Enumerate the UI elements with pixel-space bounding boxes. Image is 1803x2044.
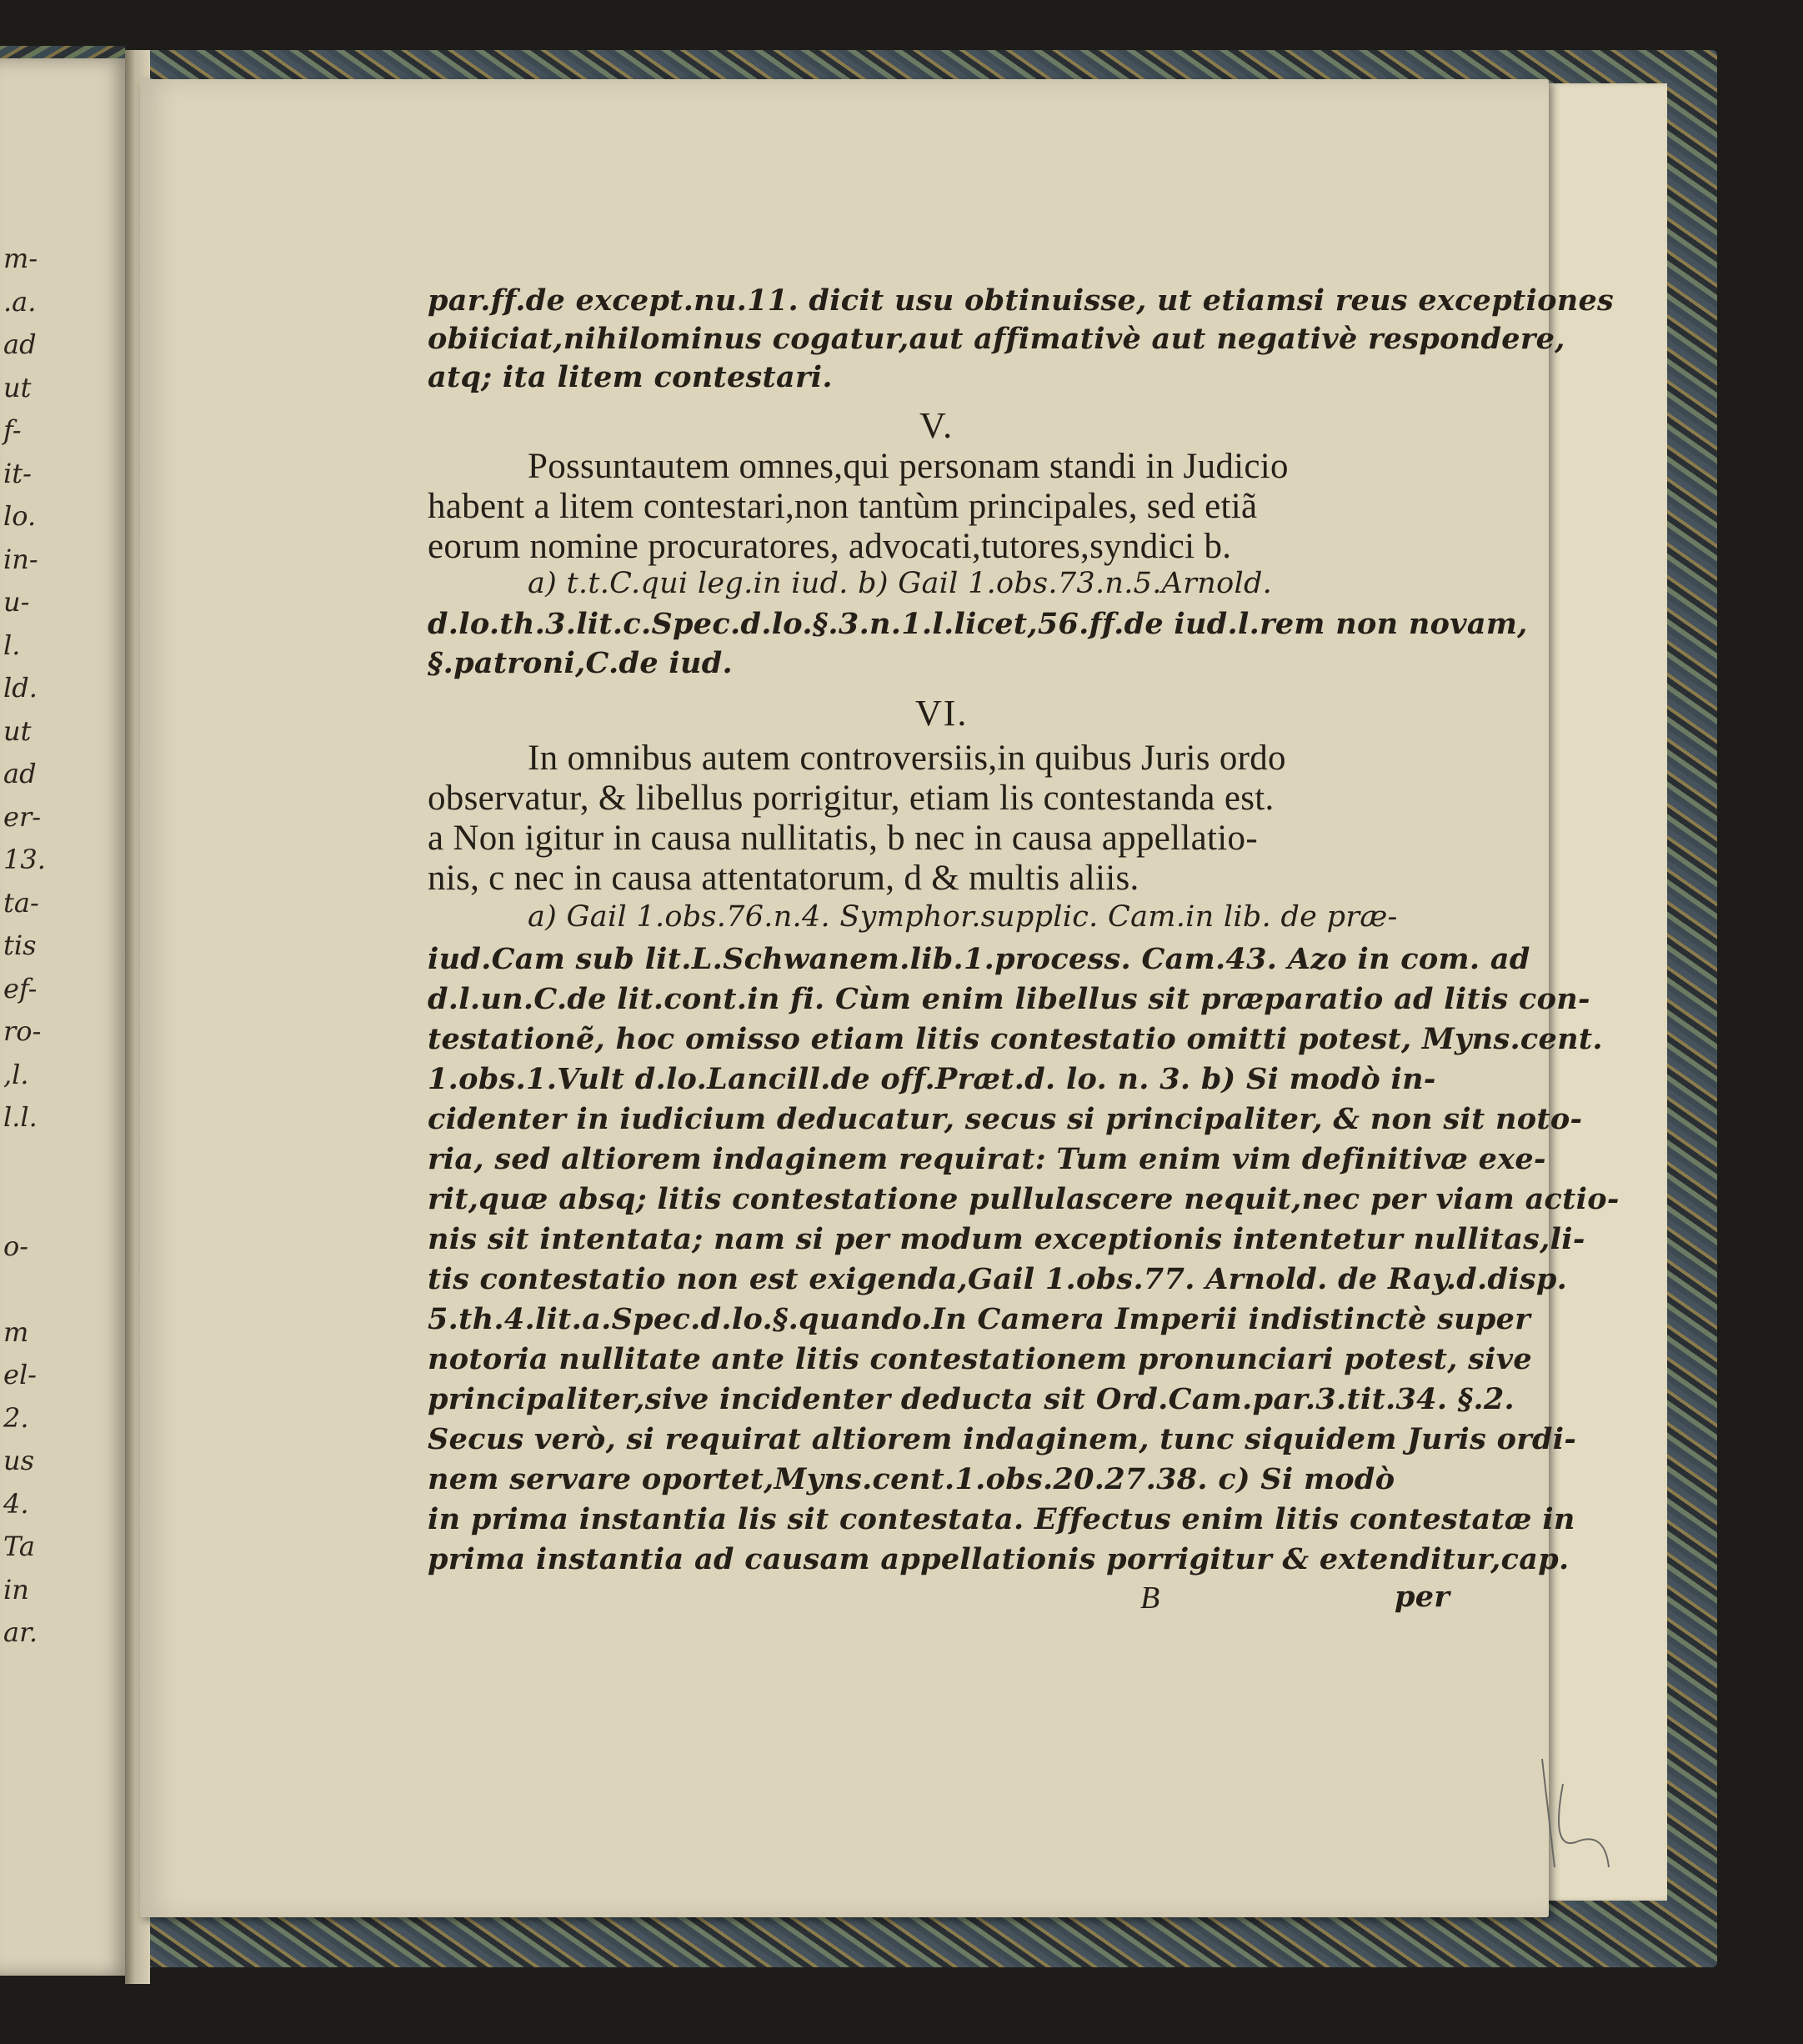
facing-page-fragment: el-	[3, 1359, 37, 1390]
facing-page-fragment	[3, 1268, 78, 1311]
facing-page-fragment: ,l.	[3, 1058, 29, 1090]
text-line: ria, sed altiorem indaginem requirat: Tum enim vim definitivæ exe-	[428, 1142, 1546, 1176]
text-line: observatur, & libellus porrigitur, etiam lis contestanda est.	[428, 779, 1275, 818]
text-line: principaliter,sive incidenter deducta sit Ord.Cam.par.3.tit.34. §.2.	[428, 1382, 1515, 1416]
facing-page-fragment: m-	[3, 243, 38, 274]
text-line: prima instantia ad causam appellationis porrigitur & extenditur,cap.	[428, 1542, 1570, 1576]
facing-page-fragment: er-	[3, 800, 42, 833]
text-line: a) Gail 1.obs.76.n.4. Symphor.supplic. Cam.in lib. de præ-	[528, 900, 1398, 934]
facing-page-fragment: m	[3, 1315, 29, 1348]
text-line: in prima instantia lis sit contestata. Effectus enim litis contestatæ in	[428, 1502, 1575, 1536]
text-line: eorum nomine procuratores, advocati,tutores,syndici b.	[428, 527, 1232, 566]
facing-page-fragment: ad	[3, 328, 37, 360]
text-line: Secus verò, si requirat altiorem indaginem, tunc siquidem Juris ordi-	[428, 1422, 1577, 1456]
text-line: nis sit intentata; nam si per modum exceptionis intentetur nullitas,li-	[428, 1222, 1585, 1256]
facing-page-fragment: us	[3, 1445, 35, 1476]
text-line: notoria nullitate ante litis contestationem pronunciari potest, sive	[428, 1342, 1532, 1376]
text-line: atq; ita litem contestari.	[428, 360, 833, 394]
text-line: obiiciat,nihilominus cogatur,aut affimativè aut negativè respondere,	[428, 322, 1565, 356]
facing-page-fragment: .a.	[3, 285, 37, 318]
book-page	[140, 79, 1620, 1917]
text-line: cidenter in iudicium deducatur, secus si principaliter, & non sit noto-	[428, 1102, 1583, 1136]
facing-page-fragment: ut	[3, 714, 32, 747]
text-line: rit,quæ absq; litis contestatione pullulascere nequit,nec per viam actio-	[428, 1182, 1620, 1216]
text-line: §.patroni,C.de iud.	[428, 646, 733, 680]
section-heading: VI.	[915, 693, 969, 734]
text-line: Possuntautem omnes,qui personam standi in Judicio	[528, 447, 1289, 486]
text-line: 5.th.4.lit.a.Spec.d.lo.§.quando.In Camera Imperii indistinctè super	[428, 1302, 1530, 1336]
facing-page-text	[3, 238, 78, 1655]
text-line: d.lo.th.3.lit.c.Spec.d.lo.§.3.n.1.l.licet,56.ff.de iud.l.rem non novam,	[428, 607, 1528, 641]
text-line: habent a litem contestari,non tantùm principales, sed etiã	[428, 487, 1258, 526]
facing-page-fragment: 2.	[3, 1401, 29, 1434]
facing-page-fragment: ef-	[3, 972, 38, 1004]
facing-page-fragment: l.	[3, 629, 21, 661]
facing-page-fragment: 4.	[3, 1487, 29, 1520]
text-line: a) t.t.C.qui leg.in iud. b) Gail 1.obs.73.n.5.Arnold.	[528, 567, 1273, 600]
pencil-mark	[1525, 1751, 1625, 1876]
text-line: d.l.un.C.de lit.cont.in fi. Cùm enim libellus sit præparatio ad litis con-	[428, 982, 1590, 1016]
text-line: par.ff.de except.nu.11. dicit usu obtinuisse, ut etiamsi reus exceptiones	[428, 283, 1615, 318]
text-line: In omnibus autem controversiis,in quibus Juris ordo	[528, 739, 1286, 778]
facing-page-fragment	[3, 1140, 78, 1183]
facing-page-fragment: ld.	[3, 672, 38, 704]
section-heading: V.	[919, 405, 954, 446]
facing-page-fragment: ad	[3, 758, 37, 789]
facing-page-fragment: ut	[3, 371, 32, 403]
text-line: testationẽ, hoc omisso etiam litis contestatio omitti potest, Myns.cent.	[428, 1022, 1603, 1056]
facing-page-fragment: u-	[3, 586, 30, 618]
text-line: iud.Cam sub lit.L.Schwanem.lib.1.process. Cam.43. Azo in com. ad	[428, 942, 1530, 976]
catchword: per	[1395, 1580, 1450, 1614]
facing-page-fragment: o-	[3, 1230, 29, 1262]
text-line: 1.obs.1.Vult d.lo.Lancill.de off.Præt.d. lo. n. 3. b) Si modò in-	[428, 1062, 1436, 1096]
facing-page-fragment	[3, 1182, 78, 1225]
facing-page-fragment: tis	[3, 929, 37, 961]
facing-page-fragment: in	[3, 1573, 29, 1606]
text-line: a Non igitur in causa nullitatis, b nec in causa appellatio-	[428, 819, 1258, 858]
facing-page-fragment: Ta	[3, 1530, 35, 1562]
facing-page-fragment: lo.	[3, 500, 37, 532]
facing-page-fragment: ar.	[3, 1616, 38, 1648]
text-line: nem servare oportet,Myns.cent.1.obs.20.27.38. c) Si modò	[428, 1462, 1395, 1496]
facing-page-fragment: ro-	[3, 1015, 42, 1047]
facing-page	[0, 58, 133, 1976]
facing-page-fragment: in-	[3, 543, 38, 575]
facing-page-fragment: 13.	[3, 844, 46, 875]
facing-page-fragment: ta-	[3, 886, 39, 919]
facing-page-fragment: it-	[3, 457, 32, 489]
facing-page-fragment: f-	[3, 414, 22, 446]
text-line: nis, c nec in causa attentatorum, d & multis aliis.	[428, 859, 1139, 898]
facing-page-fragment: l.l.	[3, 1101, 38, 1133]
text-line: tis contestatio non est exigenda,Gail 1.obs.77. Arnold. de Ray.d.disp.	[428, 1262, 1568, 1296]
signature-mark: B	[1140, 1581, 1160, 1616]
